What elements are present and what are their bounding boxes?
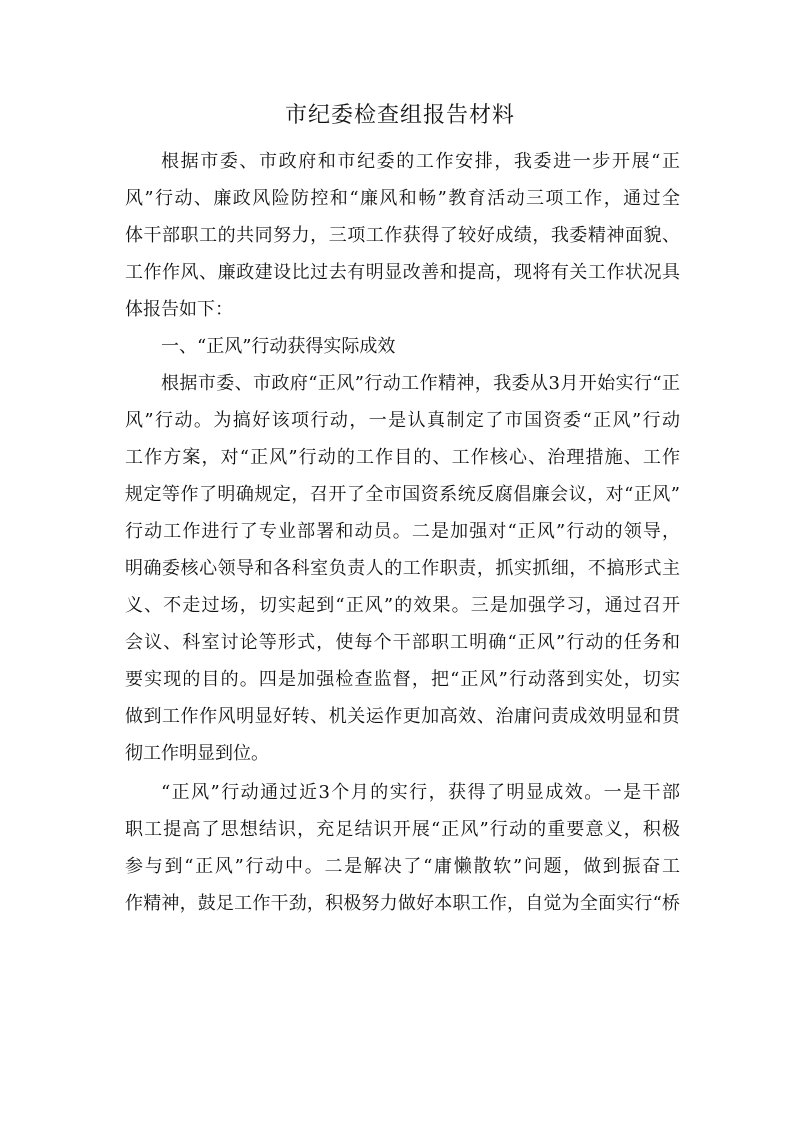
text-line: 彻工作明显到位。 <box>125 743 269 764</box>
text-line: 风”行动。为搞好该项行动，一是认真制定了市国资委“正风”行动 <box>125 410 680 431</box>
section-heading-text: 一、“正风”行动获得实际成效 <box>161 336 396 357</box>
paragraph-2 <box>125 365 680 772</box>
text-line: 参与到“正风”行动中。二是解决了“庸懒散软”问题，做到振奋工 <box>125 856 680 877</box>
text-line: “正风”行动通过近3个月的实行，获得了明显成效。一是干部 <box>161 782 680 803</box>
document-body <box>125 143 680 922</box>
text-line: 职工提高了思想结识，充足结识开展“正风”行动的重要意义，积极 <box>125 819 680 840</box>
text-line: 作精神，鼓足工作干劲，积极努力做好本职工作，自觉为全面实行“桥 <box>125 893 680 914</box>
text-line: 规定等作了明确规定，召开了全市国资系统反腐倡廉会议，对“正风” <box>125 484 680 505</box>
text-line: 工作方案，对“正风”行动的工作目的、工作核心、治理措施、工作 <box>125 447 680 468</box>
text-line: 要实现的目的。四是加强检查监督，把“正风”行动落到实处，切实 <box>125 669 680 690</box>
text-line: 义、不走过场，切实起到“正风”的效果。三是加强学习，通过召开 <box>125 595 680 616</box>
text-line: 体报告如下： <box>125 299 233 320</box>
text-line: 根据市委、市政府和市纪委的工作安排，我委进一步开展“正 <box>161 151 680 172</box>
paragraph-3 <box>125 774 680 922</box>
text-line: 会议、科室讨论等形式，使每个干部职工明确“正风”行动的任务和 <box>125 632 680 653</box>
text-line: 风”行动、廉政风险防控和“廉风和畅”教育活动三项工作，通过全 <box>125 188 680 209</box>
text-line: 行动工作进行了专业部署和动员。二是加强对“正风”行动的领导， <box>125 521 680 542</box>
paragraph-intro <box>125 143 680 328</box>
section-heading <box>125 328 680 365</box>
text-line: 做到工作作风明显好转、机关运作更加高效、治庸问责成效明显和贯 <box>125 706 680 727</box>
document-title: 市纪委检查组报告材料 <box>284 103 515 128</box>
text-line: 体干部职工的共同努力，三项工作获得了较好成绩，我委精神面貌、 <box>125 225 680 246</box>
text-line: 明确委核心领导和各科室负责人的工作职责，抓实抓细，不搞形式主 <box>125 558 680 579</box>
text-line: 工作作风、廉政建设比过去有明显改善和提高，现将有关工作状况具 <box>125 262 680 283</box>
text-line: 根据市委、市政府“正风”行动工作精神，我委从3月开始实行“正 <box>161 373 680 394</box>
